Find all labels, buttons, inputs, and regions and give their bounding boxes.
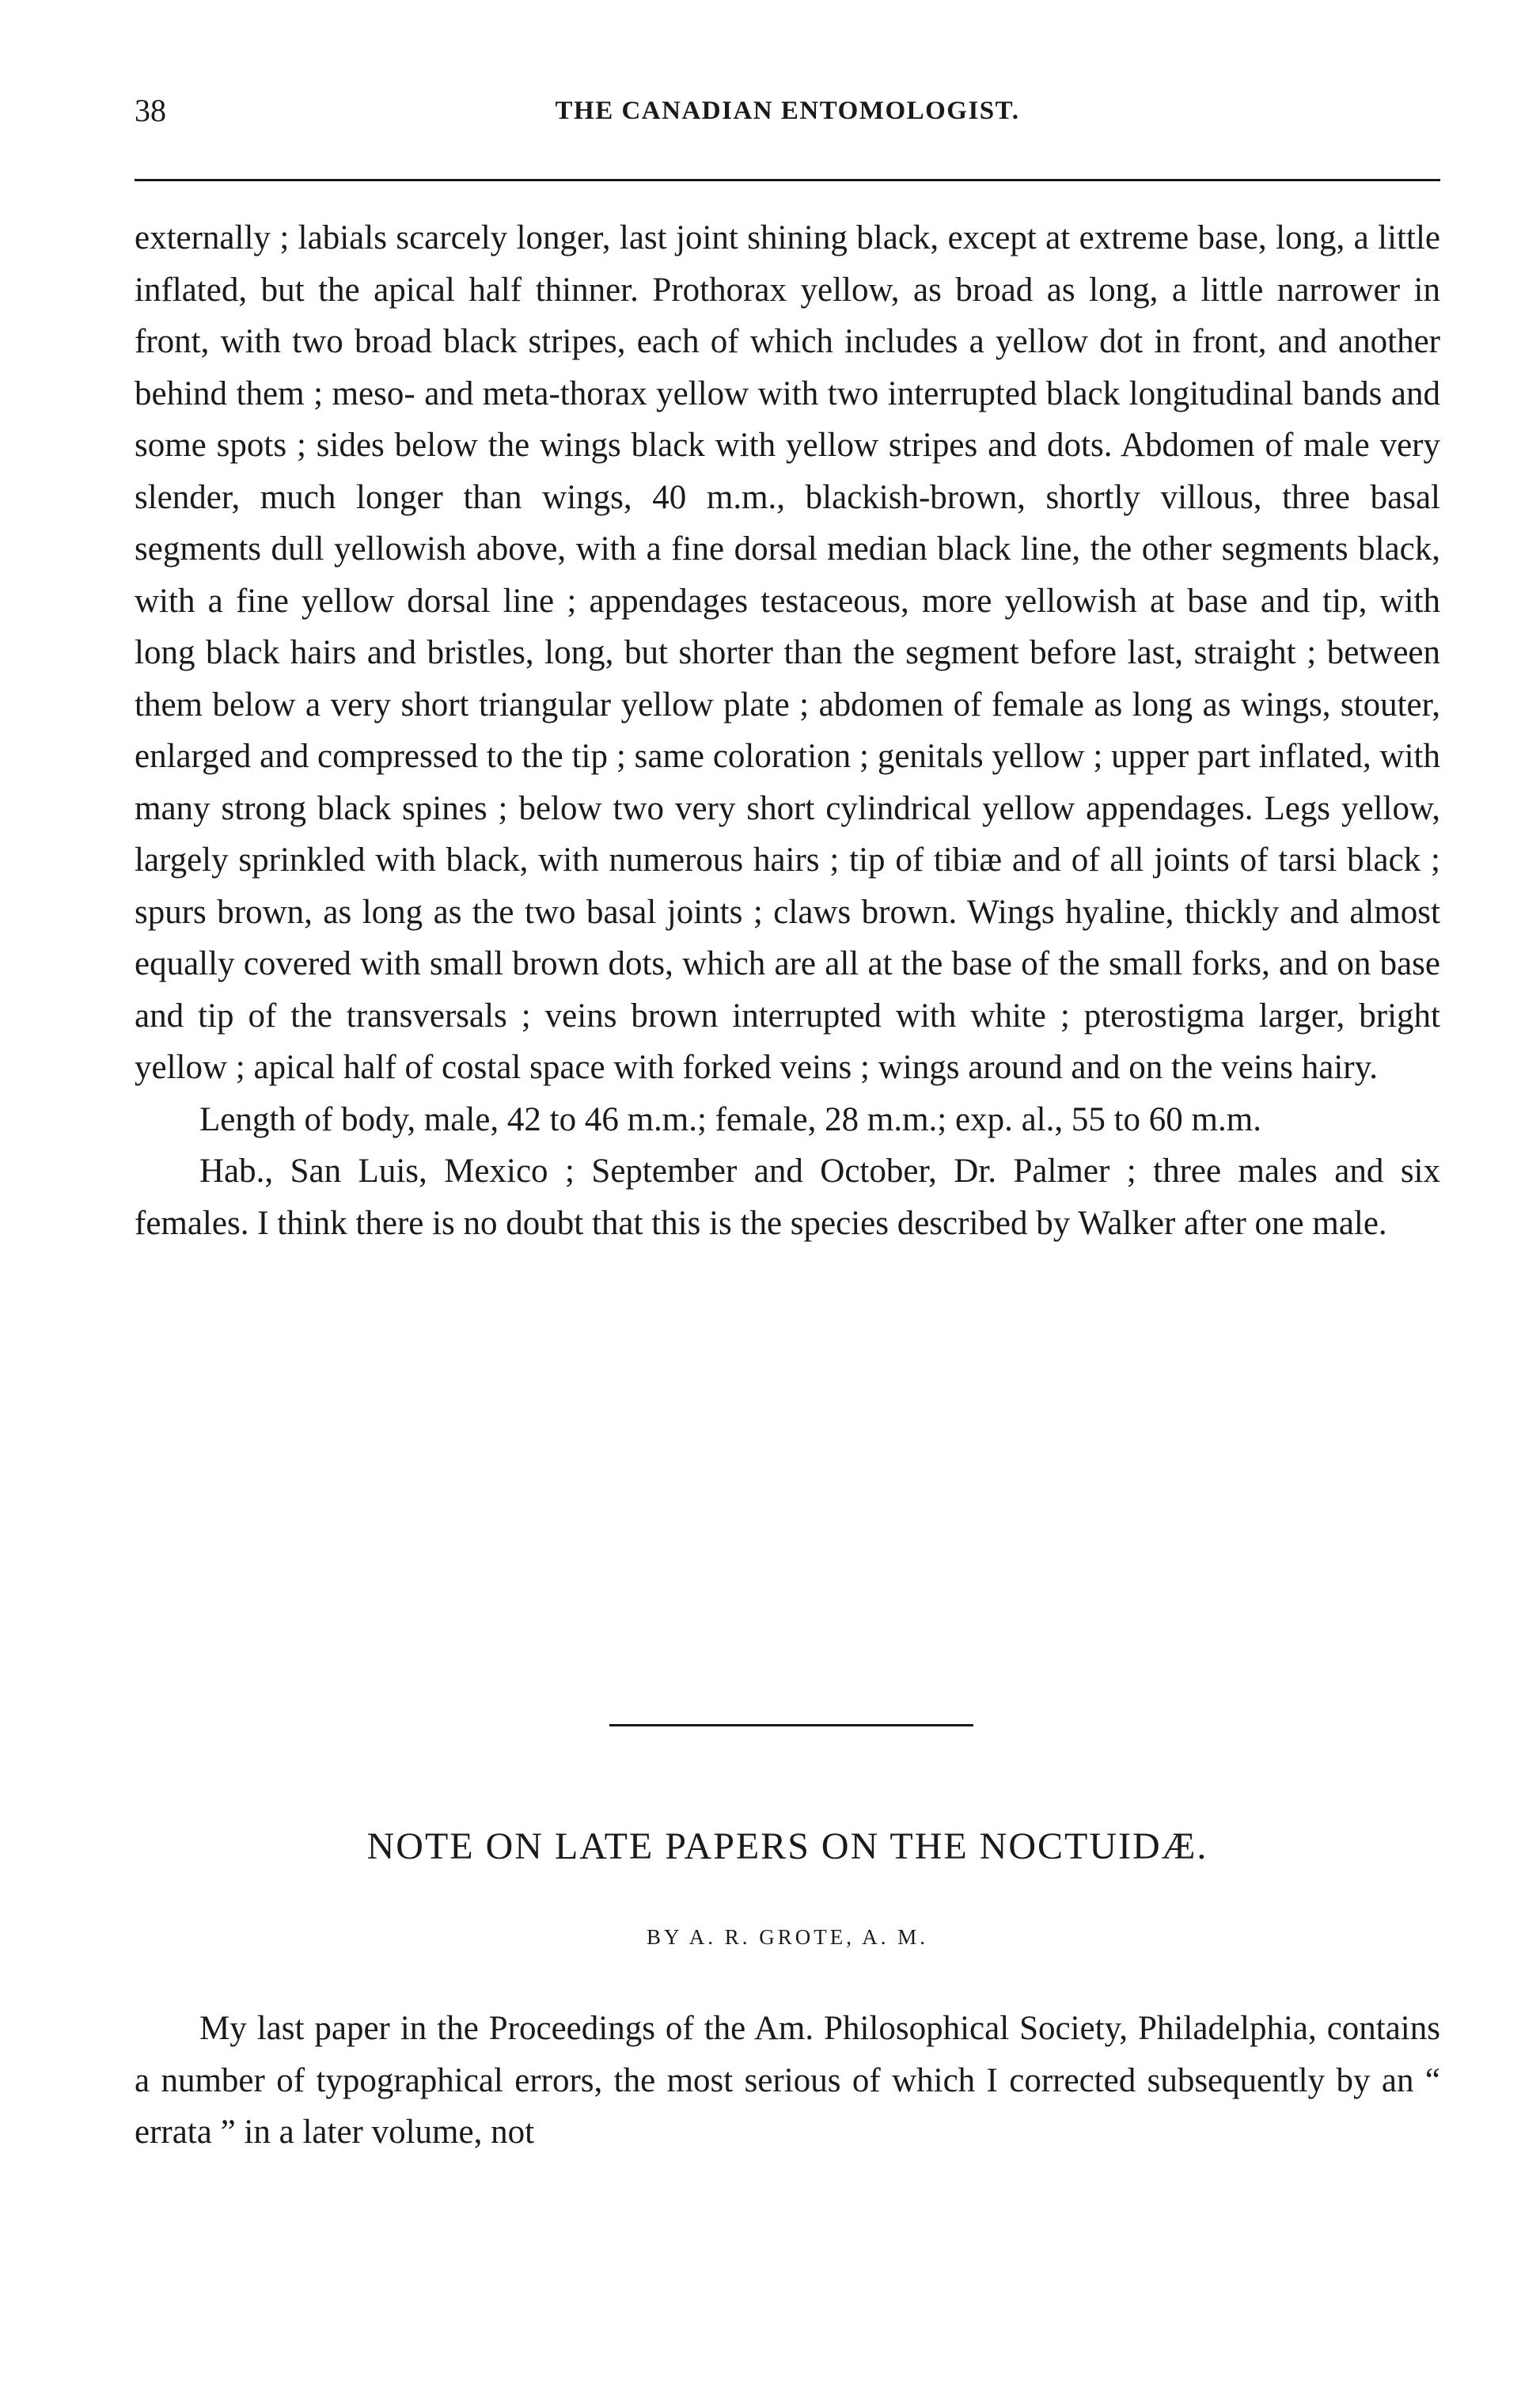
measurements-paragraph: Length of body, male, 42 to 46 m.m.; female, 28 m.m.; exp. al., 55 to 60 m.m. xyxy=(199,1100,1261,1138)
article-byline: BY A. R. GROTE, A. M. xyxy=(646,1925,929,1949)
header-rule xyxy=(135,179,1440,181)
page-number: 38 xyxy=(135,93,166,128)
page-header xyxy=(135,92,1440,139)
article-body xyxy=(135,2003,1440,2159)
article-paragraph: My last paper in the Proceedings of the Am. Philosophical Society, Philadelphia, contains a number of typographical errors, the most serious of which I corrected subsequently by an “ errata ” in a later volume, not xyxy=(135,2010,1440,2151)
habitat-paragraph: Hab., San Luis, Mexico ; September and October, Dr. Palmer ; three males and six females. I think there is no doubt that this is the species described by Walker after one male. xyxy=(135,1153,1440,1242)
running-title: THE CANADIAN ENTOMOLOGIST. xyxy=(555,97,1020,125)
section-divider xyxy=(609,1724,973,1726)
article-title: NOTE ON LATE PAPERS ON THE NOCTUIDÆ. xyxy=(366,1825,1208,1867)
continued-description xyxy=(135,212,1440,1249)
description-paragraph: externally ; labials scarcely longer, last joint shining black, except at extreme base, long, a little inflated, but the apical half thinner. Prothorax yellow, as broad as long, a little narrower in front, with two broad black stripes, each of which includes a yellow dot in front, and another behind them ; meso- and meta-thorax yellow with two interrupted black longitudinal bands and some spots ; sides below the wings black with yellow stripes and dots. Abdomen of male very slender, much longer than wings, 40 m.m., blackish-brown, shortly villous, three basal segments dull yellowish above, with a fine dorsal median black line, the other segments black, with a fine yellow dorsal line ; appendages testaceous, more yellowish at base and tip, with long black hairs and bristles, long, but shorter than the segment before last, straight ; between them below a very short triangular yellow plate ; abdomen of female as long as wings, stouter, enlarged and compressed to the tip ; same coloration ; genitals yellow ; upper part inflated, with many strong black spines ; below two very short cylindrical yellow appendages. Legs yellow, largely sprinkled with black, with numerous hairs ; tip of tibiæ and of all joints of tarsi black ; spurs brown, as long as the two basal joints ; claws brown. Wings hyaline, thickly and almost equally covered with small brown dots, which are all at the base of the small forks, and on base and tip of the transversals ; veins brown interrupted with white ; pterostigma larger, bright yellow ; apical half of costal space with forked veins ; wings around and on the veins hairy. xyxy=(135,219,1440,1086)
